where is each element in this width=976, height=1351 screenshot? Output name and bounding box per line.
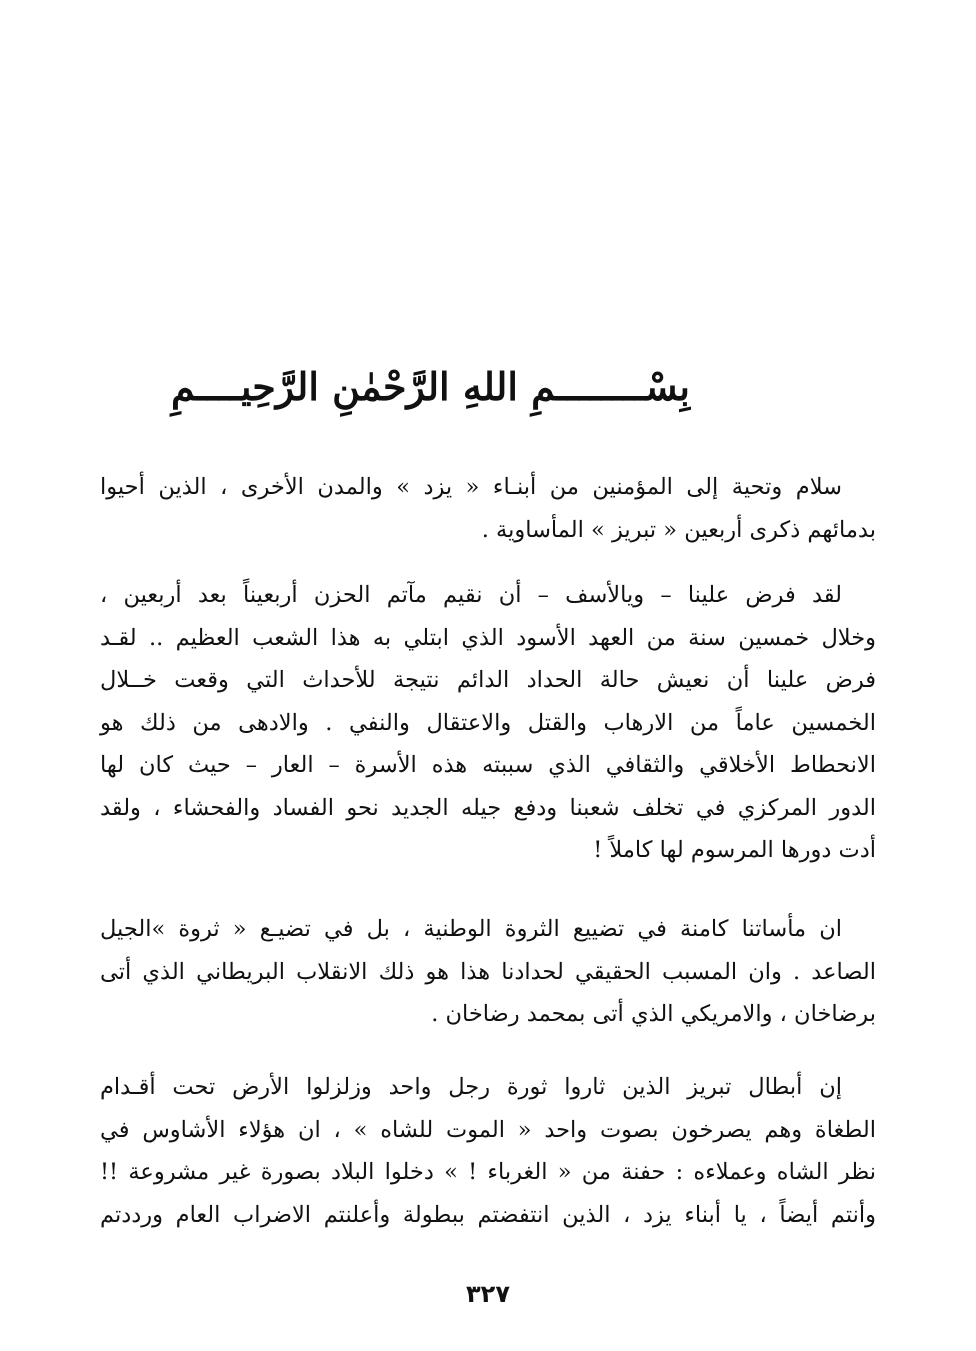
paragraph-1 [100,466,876,551]
basmala-heading: بِسْــــــــمِ اللهِ الرَّحْمٰنِ الرَّحِيــــمِ [171,364,690,409]
text-line: الانحطاط الأخلاقي والثقافي الذي سببته هذه الأسرة – العار – حيث كان لها [100,752,876,778]
text-line: وخلال خمسين سنة من العهد الأسود الذي ابتلي به هذا الشعب العظيم .. لقـد [100,624,876,651]
text-line: الخمسين عاماً من الارهاب والقتل والاعتقال والنفي . والادهى من ذلك هو [100,709,876,736]
text-line: برضاخان ، والامريكي الذي أتى بمحمد رضاخان . [431,1001,876,1027]
text-line: لقد فرض علينا – ويالأسف – أن نقيم مآتم الحزن أربعيناً بعد أربعين ، [100,582,842,608]
text-line: الدور المركزي في تخلف شعبنا ودفع جيله الجديد نحو الفساد والفحشاء ، ولقد [100,794,876,821]
text-line: وأنتم أيضاً ، يا أبناء يزد ، الذين انتفضتم ببطولة وأعلنتم الاضراب العام ورددتم [100,1201,876,1228]
paragraph-3 [100,908,876,1036]
text-line: أدت دورها المرسوم لها كاملاً ! [593,837,876,863]
text-line: بدمائهم ذكرى أربعين « تبريز » المأساوية . [481,516,876,543]
text-line: فرض علينا أن نعيش حالة الحداد الدائم نتيجة للأحداث التي وقعت خــلال [100,667,876,693]
text-line: سلام وتحية إلى المؤمنين من أبنـاء « يزد » والمدن الأخرى ، الذين أحيوا [100,474,842,500]
text-line: إن أبطال تبريز الذين ثاروا ثورة رجل واحد وزلزلوا الأرض تحت أقـدام [100,1074,842,1100]
page-number: ٣٢٧ [466,1280,510,1308]
text-line: الصاعد . وان المسبب الحقيقي لحدادنا هذا هو ذلك الانقلاب البريطاني الذي أتى [100,958,876,985]
text-line: ان مأساتنا كامنة في تضييع الثروة الوطنية ، بل في تضيـع « ثروة »الجيل [100,916,842,942]
text-line: نظر الشاه وعملاءه : حفنة من « الغرباء ! » دخلوا البلاد بصورة غير مشروعة !! [100,1159,876,1185]
text-line: الطغاة وهم يصرخون بصوت واحد « الموت للشاه » ، ان هؤلاء الأشاوس في [100,1116,876,1143]
paragraph-2 [100,574,876,872]
paragraph-4 [100,1066,876,1236]
